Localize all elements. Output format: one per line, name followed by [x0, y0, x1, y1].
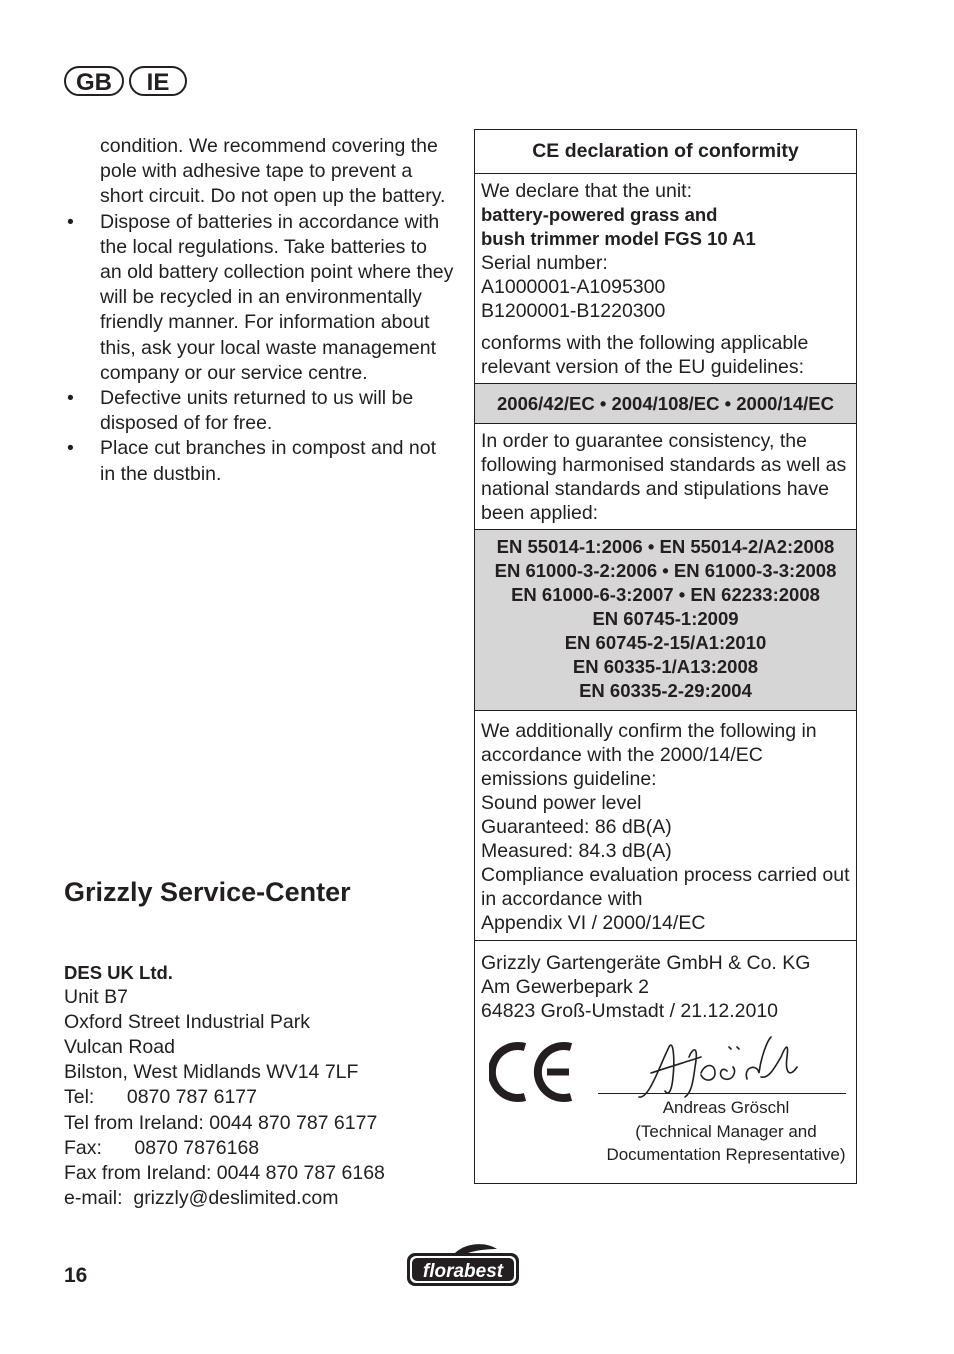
- emission-text: We additionally confirm the following in accordance with the 2000/14/EC emissions guideline:: [481, 720, 817, 790]
- unit-model: bush trimmer model FGS 10 A1: [481, 228, 756, 249]
- address-line: Vulcan Road: [64, 1036, 175, 1059]
- service-address: [64, 960, 385, 1211]
- serial-label: Serial number:: [481, 252, 608, 274]
- list-item: • Defective units returned to us will be disposed of for free.: [64, 386, 454, 436]
- florabest-logo-icon: [405, 1243, 521, 1289]
- language-badge-ie: IE: [129, 66, 187, 96]
- email-line: e-mail: grizzly@deslimited.com: [64, 1186, 339, 1209]
- signer-role: (Technical Manager and: [635, 1121, 817, 1141]
- appendix-text: Appendix VI / 2000/14/EC: [481, 912, 706, 934]
- address-line: Oxford Street Industrial Park: [64, 1011, 311, 1034]
- sound-power-label: Sound power level: [481, 792, 642, 814]
- ce-mark-icon: [489, 1039, 579, 1105]
- unit-declaration: [475, 173, 856, 383]
- standard-line: EN 60335-2-29:2004: [579, 680, 752, 701]
- phone-line: Tel: 0870 787 6177: [64, 1086, 257, 1109]
- fax-ireland-line: Fax from Ireland: 0044 870 787 6168: [64, 1161, 385, 1184]
- standard-line: EN 60745-2-15/A1:2010: [564, 632, 767, 653]
- list-item: • Dispose of batteries in accordance with the local regulations. Take batteries to an old battery collection point where they will be recycled in an environmentally friendly manner. For information about this, ask your local waste management company or our service centre.: [64, 210, 454, 386]
- phone-ireland-line: Tel from Ireland: 0044 870 787 6177: [64, 1111, 378, 1134]
- unit-name: battery-powered grass and: [481, 204, 718, 225]
- signer-name: Andreas Gröschl: [662, 1098, 790, 1117]
- signature-line: [598, 1093, 846, 1094]
- standard-line: EN 61000-6-3:2007 • EN 62233:2008: [511, 584, 820, 605]
- disposal-instructions: [64, 134, 454, 487]
- eu-directives: 2006/42/EC • 2004/108/EC • 2000/14/EC: [475, 383, 856, 423]
- serial-range: B1200001-B1220300: [481, 300, 666, 322]
- manufacturer-city-date: 64823 Groß-Umstadt / 21.12.2010: [481, 1000, 779, 1022]
- service-center-title: Grizzly Service-Center: [64, 877, 351, 907]
- harmonised-standards: [475, 529, 856, 710]
- page-number: 16: [64, 1264, 88, 1287]
- standard-line: EN 60335-1/A13:2008: [572, 656, 759, 677]
- manufacturer-name: Grizzly Gartengeräte GmbH & Co. KG: [481, 952, 811, 974]
- list-item: condition. We recommend covering the pole with adhesive tape to prevent a short circuit. Do not open up the battery.: [100, 135, 446, 208]
- conforms-text: conforms with the following applicable relevant version of the EU guidelines:: [481, 332, 809, 378]
- emission-confirmation: [475, 710, 856, 940]
- serial-range: A1000001-A1095300: [481, 276, 666, 298]
- signer-role: Documentation Representative): [606, 1145, 846, 1164]
- manufacturer-block: [475, 940, 856, 1183]
- address-line: Unit B7: [64, 986, 128, 1009]
- svg-text:florabest: florabest: [422, 1261, 504, 1282]
- measured-level: Measured: 84.3 dB(A): [481, 840, 672, 862]
- company-name: DES UK Ltd.: [64, 962, 173, 983]
- standard-line: EN 55014-1:2006 • EN 55014-2/A2:2008: [496, 536, 835, 557]
- compliance-text: Compliance evaluation process carried out in accordance with: [481, 864, 850, 910]
- consistency-text: In order to guarantee consistency, the following harmonised standards as well as national standards and stipulations have been applied:: [475, 423, 856, 529]
- ce-title: CE declaration of conformity: [532, 140, 799, 162]
- signature-area: [481, 1023, 850, 1183]
- standard-line: EN 61000-3-2:2006 • EN 61000-3-3:2008: [494, 560, 837, 581]
- language-badge-gb: GB: [64, 66, 124, 96]
- fax-line: Fax: 0870 7876168: [64, 1136, 260, 1159]
- manufacturer-street: Am Gewerbepark 2: [481, 976, 649, 998]
- ce-declaration-box: [474, 129, 857, 1184]
- guaranteed-level: Guaranteed: 86 dB(A): [481, 816, 672, 838]
- signer-caption: [591, 1096, 861, 1167]
- address-line: Bilston, West Midlands WV14 7LF: [64, 1061, 359, 1084]
- standard-line: EN 60745-1:2009: [592, 608, 739, 629]
- declare-text: We declare that the unit:: [481, 180, 693, 202]
- list-item: • Place cut branches in compost and not in the dustbin.: [64, 436, 454, 486]
